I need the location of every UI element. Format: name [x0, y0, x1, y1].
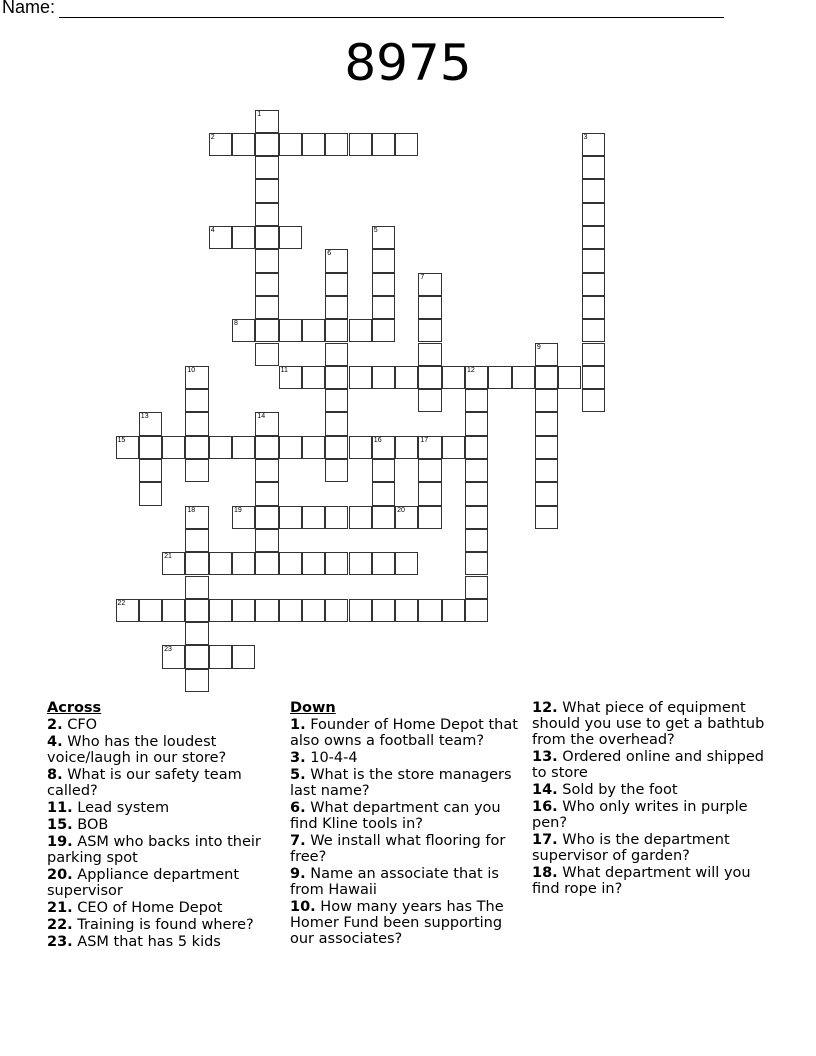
cell-number: 9: [536, 343, 541, 351]
clue-number: 19.: [47, 834, 73, 850]
grid-cell[interactable]: [325, 249, 348, 272]
clue-text: CEO of Home Depot: [77, 900, 223, 916]
grid-cell[interactable]: [139, 599, 162, 622]
clue-number: 13.: [532, 749, 558, 765]
clue-text: How many years has The Homer Fund been supporting our associates?: [290, 899, 504, 947]
clue-number: 18.: [532, 865, 558, 881]
clue-number: 16.: [532, 799, 558, 815]
grid-cell[interactable]: [582, 389, 605, 412]
clue-number: 20.: [47, 867, 73, 883]
grid-cell[interactable]: [372, 133, 395, 156]
clue-number: 2.: [47, 717, 63, 733]
clue-text: What is the store managers last name?: [290, 767, 512, 799]
cell-number: 15: [117, 436, 126, 444]
grid-cell[interactable]: [255, 203, 278, 226]
clue-item: [47, 800, 282, 816]
clue-item: [532, 700, 772, 748]
grid-cell[interactable]: [418, 599, 441, 622]
grid-cell[interactable]: [209, 645, 232, 668]
clue-text: Who only writes in purple pen?: [532, 799, 748, 831]
grid-cell[interactable]: [209, 599, 232, 622]
grid-cell[interactable]: [349, 319, 372, 342]
clue-item: [47, 834, 282, 866]
clue-text: What is our safety team called?: [47, 767, 242, 799]
grid-cell[interactable]: [582, 226, 605, 249]
grid-cell[interactable]: [325, 343, 348, 366]
grid-cell[interactable]: [255, 319, 278, 342]
grid-cell[interactable]: [465, 482, 488, 505]
grid-cell[interactable]: [465, 552, 488, 575]
clue-number: 12.: [532, 700, 558, 716]
clue-text: What department can you find Kline tools in?: [290, 800, 501, 832]
grid-cell[interactable]: [255, 482, 278, 505]
grid-cell[interactable]: [162, 599, 185, 622]
clue-number: 6.: [290, 800, 306, 816]
name-label: Name:: [2, 0, 56, 17]
grid-cell[interactable]: [488, 366, 511, 389]
clue-number: 3.: [290, 750, 306, 766]
grid-cell[interactable]: [395, 506, 418, 529]
grid-cell[interactable]: [185, 366, 208, 389]
grid-cell[interactable]: [418, 296, 441, 319]
grid-cell[interactable]: [465, 459, 488, 482]
cell-number: 11: [280, 366, 288, 374]
clue-item: [290, 899, 520, 947]
grid-cell[interactable]: [442, 366, 465, 389]
grid-cell[interactable]: [139, 459, 162, 482]
grid-cell[interactable]: [372, 273, 395, 296]
grid-cell[interactable]: [255, 459, 278, 482]
clue-number: 9.: [290, 866, 306, 882]
grid-cell[interactable]: [465, 412, 488, 435]
clue-item: [532, 865, 772, 897]
grid-cell[interactable]: [395, 552, 418, 575]
grid-cell[interactable]: [302, 366, 325, 389]
grid-cell[interactable]: [418, 389, 441, 412]
grid-cell[interactable]: [372, 436, 395, 459]
grid-cell[interactable]: [558, 366, 581, 389]
clue-item: [47, 817, 282, 833]
clue-item: [47, 717, 282, 733]
grid-cell[interactable]: [302, 133, 325, 156]
grid-cell[interactable]: [185, 459, 208, 482]
grid-cell[interactable]: [325, 506, 348, 529]
grid-cell[interactable]: [325, 599, 348, 622]
grid-cell[interactable]: [185, 645, 208, 668]
grid-cell[interactable]: [209, 436, 232, 459]
grid-cell[interactable]: [255, 156, 278, 179]
grid-cell[interactable]: [162, 436, 185, 459]
grid-cell[interactable]: [185, 552, 208, 575]
clue-text: ASM who backs into their parking spot: [47, 834, 261, 866]
grid-cell[interactable]: [209, 133, 232, 156]
grid-cell[interactable]: [372, 552, 395, 575]
grid-cell[interactable]: [279, 133, 302, 156]
grid-cell[interactable]: [232, 319, 255, 342]
clue-text: Appliance department supervisor: [47, 867, 240, 899]
grid-cell[interactable]: [185, 436, 208, 459]
grid-cell[interactable]: [465, 366, 488, 389]
grid-cell[interactable]: [418, 343, 441, 366]
clue-text: Sold by the foot: [562, 782, 678, 798]
grid-cell[interactable]: [255, 179, 278, 202]
grid-cell[interactable]: [395, 366, 418, 389]
grid-cell[interactable]: [255, 412, 278, 435]
grid-cell[interactable]: [139, 436, 162, 459]
clue-item: [47, 734, 282, 766]
cell-number: 5: [373, 227, 378, 234]
clue-text: We install what flooring for free?: [290, 833, 506, 865]
clue-text: Name an associate that is from Hawaii: [290, 866, 499, 898]
cell-number: 13: [140, 413, 149, 421]
grid-cell[interactable]: [349, 133, 372, 156]
cell-number: 17: [420, 436, 429, 444]
grid-cell[interactable]: [185, 506, 208, 529]
cell-number: 19: [234, 506, 242, 514]
grid-cell[interactable]: [535, 389, 558, 412]
clue-number: 11.: [47, 800, 73, 816]
clue-number: 17.: [532, 832, 558, 848]
grid-cell[interactable]: [535, 482, 558, 505]
name-field[interactable]: [2, 0, 724, 18]
grid-cell[interactable]: [185, 529, 208, 552]
clue-item: [532, 832, 772, 864]
clue-number: 7.: [290, 833, 306, 849]
clue-item: [47, 900, 282, 916]
grid-cell[interactable]: [255, 506, 278, 529]
cell-number: 20: [397, 506, 405, 514]
grid-cell[interactable]: [372, 226, 395, 249]
grid-cell[interactable]: [232, 599, 255, 622]
clue-item: [47, 867, 282, 899]
grid-cell[interactable]: [139, 482, 162, 505]
grid-cell[interactable]: [418, 436, 441, 459]
grid-cell[interactable]: [325, 552, 348, 575]
clue-number: 10.: [290, 899, 316, 915]
grid-cell[interactable]: [255, 133, 278, 156]
cell-number: 3: [583, 133, 588, 141]
grid-cell[interactable]: [418, 482, 441, 505]
clue-item: [290, 866, 520, 898]
grid-cell[interactable]: [372, 249, 395, 272]
grid-cell[interactable]: [465, 389, 488, 412]
grid-cell[interactable]: [116, 436, 139, 459]
grid-cell[interactable]: [185, 669, 208, 692]
grid-cell[interactable]: [535, 366, 558, 389]
clue-item: [290, 717, 520, 749]
grid-cell[interactable]: [395, 133, 418, 156]
grid-cell[interactable]: [302, 319, 325, 342]
grid-cell[interactable]: [372, 319, 395, 342]
cell-number: 12: [467, 366, 475, 374]
grid-cell[interactable]: [535, 412, 558, 435]
grid-cell[interactable]: [162, 552, 185, 575]
clue-text: What department will you find rope in?: [532, 865, 751, 897]
grid-cell[interactable]: [279, 226, 302, 249]
grid-cell[interactable]: [582, 179, 605, 202]
grid-cell[interactable]: [279, 506, 302, 529]
grid-cell[interactable]: [442, 599, 465, 622]
grid-cell[interactable]: [582, 343, 605, 366]
grid-cell[interactable]: [185, 412, 208, 435]
grid-cell[interactable]: [232, 226, 255, 249]
grid-cell[interactable]: [512, 366, 535, 389]
grid-cell[interactable]: [325, 366, 348, 389]
grid-cell[interactable]: [232, 506, 255, 529]
grid-cell[interactable]: [255, 226, 278, 249]
grid-cell[interactable]: [325, 319, 348, 342]
clue-item: [290, 750, 520, 766]
cell-number: 18: [187, 506, 196, 514]
grid-cell[interactable]: [465, 576, 488, 599]
grid-cell[interactable]: [232, 436, 255, 459]
grid-cell[interactable]: [582, 273, 605, 296]
grid-cell[interactable]: [582, 249, 605, 272]
clue-number: 21.: [47, 900, 73, 916]
grid-cell[interactable]: [349, 552, 372, 575]
grid-cell[interactable]: [279, 599, 302, 622]
grid-cell[interactable]: [349, 506, 372, 529]
grid-cell[interactable]: [465, 529, 488, 552]
grid-cell[interactable]: [465, 436, 488, 459]
clue-item: [532, 782, 772, 798]
grid-cell[interactable]: [185, 576, 208, 599]
cell-number: 7: [420, 273, 425, 281]
grid-cell[interactable]: [255, 599, 278, 622]
cell-number: 4: [210, 227, 215, 234]
grid-cell[interactable]: [255, 552, 278, 575]
across-clues: [47, 700, 282, 951]
grid-cell[interactable]: [232, 133, 255, 156]
grid-cell[interactable]: [185, 622, 208, 645]
down-heading: Down: [290, 700, 336, 716]
grid-cell[interactable]: [582, 203, 605, 226]
clue-text: ASM that has 5 kids: [77, 934, 221, 950]
grid-cell[interactable]: [372, 599, 395, 622]
cell-number: 16: [373, 436, 382, 444]
clue-item: [47, 917, 282, 933]
cell-number: 21: [164, 553, 172, 561]
clue-number: 22.: [47, 917, 73, 933]
clue-text: Who is the department supervisor of garden?: [532, 832, 730, 864]
grid-cell[interactable]: [535, 343, 558, 366]
grid-cell[interactable]: [582, 319, 605, 342]
clue-text: BOB: [77, 817, 109, 833]
grid-cell[interactable]: [582, 156, 605, 179]
grid-cell[interactable]: [372, 506, 395, 529]
clue-text: Founder of Home Depot that also owns a football team?: [290, 717, 518, 749]
cell-number: 22: [117, 599, 126, 607]
grid-cell[interactable]: [279, 366, 302, 389]
grid-cell[interactable]: [255, 110, 278, 133]
grid-cell[interactable]: [185, 599, 208, 622]
grid-cell[interactable]: [116, 599, 139, 622]
puzzle-title: 8975: [344, 34, 472, 92]
clue-text: What piece of equipment should you use to get a bathtub from the overhead?: [532, 700, 765, 748]
grid-cell[interactable]: [349, 599, 372, 622]
grid-cell[interactable]: [442, 436, 465, 459]
clue-item: [47, 767, 282, 799]
grid-cell[interactable]: [302, 599, 325, 622]
grid-cell[interactable]: [209, 552, 232, 575]
grid-cell[interactable]: [255, 249, 278, 272]
grid-cell[interactable]: [255, 436, 278, 459]
grid-cell[interactable]: [325, 459, 348, 482]
clue-item: [290, 800, 520, 832]
grid-cell[interactable]: [232, 645, 255, 668]
name-line[interactable]: [59, 1, 724, 18]
grid-cell[interactable]: [349, 436, 372, 459]
clue-text: Training is found where?: [77, 917, 254, 933]
clue-item: [532, 749, 772, 781]
grid-cell[interactable]: [395, 436, 418, 459]
grid-cell[interactable]: [582, 133, 605, 156]
clue-text: Lead system: [77, 800, 170, 816]
cell-number: 8: [234, 320, 238, 328]
cell-number: 6: [327, 250, 332, 258]
clue-number: 1.: [290, 717, 306, 733]
grid-cell[interactable]: [582, 366, 605, 389]
clue-text: CFO: [67, 717, 98, 733]
grid-cell[interactable]: [185, 389, 208, 412]
down-clues-continued: [532, 700, 772, 898]
grid-cell[interactable]: [255, 343, 278, 366]
grid-cell[interactable]: [302, 506, 325, 529]
grid-cell[interactable]: [302, 436, 325, 459]
grid-cell[interactable]: [139, 412, 162, 435]
grid-cell[interactable]: [582, 296, 605, 319]
grid-cell[interactable]: [535, 436, 558, 459]
down-clues: [290, 700, 520, 948]
grid-cell[interactable]: [162, 645, 185, 668]
grid-cell[interactable]: [279, 319, 302, 342]
grid-cell[interactable]: [302, 552, 325, 575]
grid-cell[interactable]: [325, 412, 348, 435]
grid-cell[interactable]: [279, 552, 302, 575]
clue-number: 14.: [532, 782, 558, 798]
clue-item: [532, 799, 772, 831]
cell-number: 2: [210, 133, 215, 141]
cell-number: 1: [257, 110, 262, 118]
grid-cell[interactable]: [372, 459, 395, 482]
grid-cell[interactable]: [535, 459, 558, 482]
grid-cell[interactable]: [372, 296, 395, 319]
grid-cell[interactable]: [325, 389, 348, 412]
grid-cell[interactable]: [418, 366, 441, 389]
grid-cell[interactable]: [372, 482, 395, 505]
grid-cell[interactable]: [325, 273, 348, 296]
grid-cell[interactable]: [209, 226, 232, 249]
grid-cell[interactable]: [372, 366, 395, 389]
grid-cell[interactable]: [418, 506, 441, 529]
clue-item: [290, 833, 520, 865]
grid-cell[interactable]: [418, 273, 441, 296]
grid-cell[interactable]: [535, 506, 558, 529]
grid-cell[interactable]: [465, 599, 488, 622]
grid-cell[interactable]: [395, 599, 418, 622]
clue-text: 10-4-4: [310, 750, 358, 766]
grid-cell[interactable]: [279, 436, 302, 459]
clue-item: [47, 934, 282, 950]
clue-number: 5.: [290, 767, 306, 783]
cell-number: 10: [187, 366, 196, 374]
clue-number: 4.: [47, 734, 63, 750]
cell-number: 14: [257, 413, 266, 421]
clue-number: 23.: [47, 934, 73, 950]
grid-cell[interactable]: [465, 506, 488, 529]
cell-number: 23: [164, 646, 172, 654]
grid-cell[interactable]: [325, 436, 348, 459]
grid-cell[interactable]: [232, 552, 255, 575]
clue-number: 8.: [47, 767, 63, 783]
across-heading: Across: [47, 700, 102, 716]
grid-cell[interactable]: [255, 273, 278, 296]
grid-cell[interactable]: [255, 529, 278, 552]
clue-text: Ordered online and shipped to store: [532, 749, 764, 781]
grid-cell[interactable]: [349, 366, 372, 389]
grid-cell[interactable]: [418, 319, 441, 342]
grid-cell[interactable]: [325, 133, 348, 156]
clue-text: Who has the loudest voice/laugh in our store?: [47, 734, 227, 766]
grid-cell[interactable]: [255, 296, 278, 319]
clue-number: 15.: [47, 817, 73, 833]
grid-cell[interactable]: [418, 459, 441, 482]
clue-item: [290, 767, 520, 799]
grid-cell[interactable]: [325, 296, 348, 319]
